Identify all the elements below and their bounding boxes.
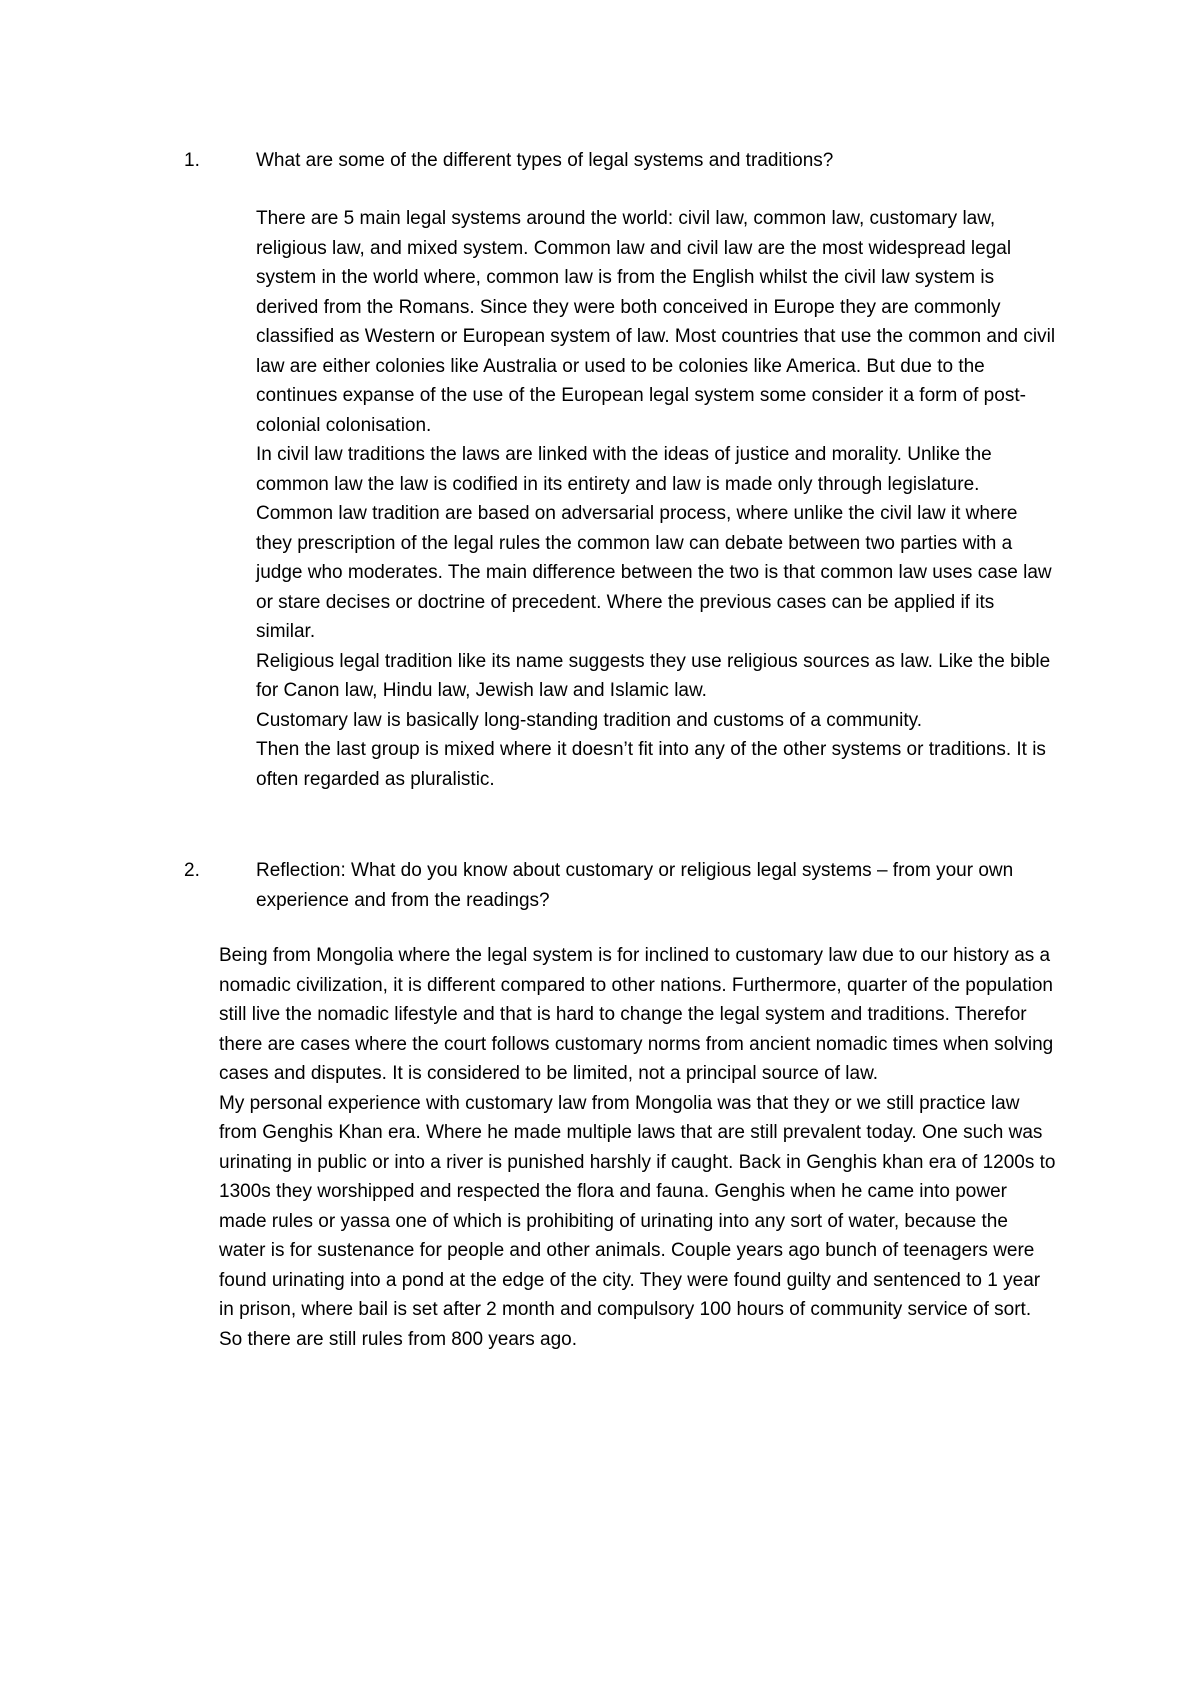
question-text: Reflection: What do you know about customary or religious legal systems – from your own experience and from the readings? [256, 860, 1014, 911]
answer-2 [219, 941, 1059, 1354]
answer-paragraph: In civil law traditions the laws are linked with the ideas of justice and morality. Unlike the common law the law is codified in its entirety and law is made only through legislature. Common law tradition are based on adversarial process, where unlike the civil law it where they prescription of the legal rules the common law can debate between two parties with a judge who moderates. The main difference between the two is that common law uses case law or stare decises or doctrine of precedent. Where the previous cases can be applied if its similar. [256, 444, 1052, 642]
answer-paragraph: Being from Mongolia where the legal system is for inclined to customary law due to our history as a nomadic civilization, it is different compared to other nations. Furthermore, quarter of the population still live the nomadic lifestyle and that is hard to change the legal system and traditions. Therefor there are cases where the court follows customary norms from ancient nomadic times when solving cases and disputes. It is considered to be limited, not a principal source of law. [219, 945, 1054, 1084]
answer-paragraph: My personal experience with customary law from Mongolia was that they or we still practice law from Genghis Khan era. Where he made multiple laws that are still prevalent today. One such was urinating in public or into a river is punished harshly if caught. Back in Genghis khan era of 1200s to 1300s they worshipped and respected the flora and fauna. Genghis when he came into power made rules or yassa one of which is prohibiting of urinating into any sort of water, because the water is for sustenance for people and other animals. Couple years ago bunch of teenagers were found urinating into a pond at the edge of the city. They were found guilty and sentenced to 1 year in prison, where bail is set after 2 month and compulsory 100 hours of community service of sort. So there are still rules from 800 years ago. [219, 1092, 1056, 1350]
answer-paragraph: Then the last group is mixed where it doesn’t fit into any of the other systems or traditions. It is often regarded as pluralistic. [256, 739, 1046, 790]
answer-paragraph: Customary law is basically long-standing tradition and customs of a community. [256, 709, 922, 731]
question-number: 1. [184, 150, 200, 171]
answer-paragraph: There are 5 main legal systems around the world: civil law, common law, customary law, religious law, and mixed system. Common law and civil law are the most widespread legal system in the world where, common law is from the English whilst the civil law system is derived from the Romans. Since they were both conceived in Europe they are commonly classified as Western or European system of law. Most countries that use the common and civil law are either colonies like Australia or used to be colonies like America. But due to the continues expanse of the use of the European legal system some consider it a form of post-colonial colonisation. [256, 208, 1056, 436]
question-number: 2. [184, 860, 200, 881]
answer-paragraph: Religious legal tradition like its name suggests they use religious sources as law. Like the bible for Canon law, Hindu law, Jewish law and Islamic law. [256, 650, 1051, 701]
answer-1 [256, 204, 1056, 794]
question-text: What are some of the different types of legal systems and traditions? [256, 150, 834, 171]
